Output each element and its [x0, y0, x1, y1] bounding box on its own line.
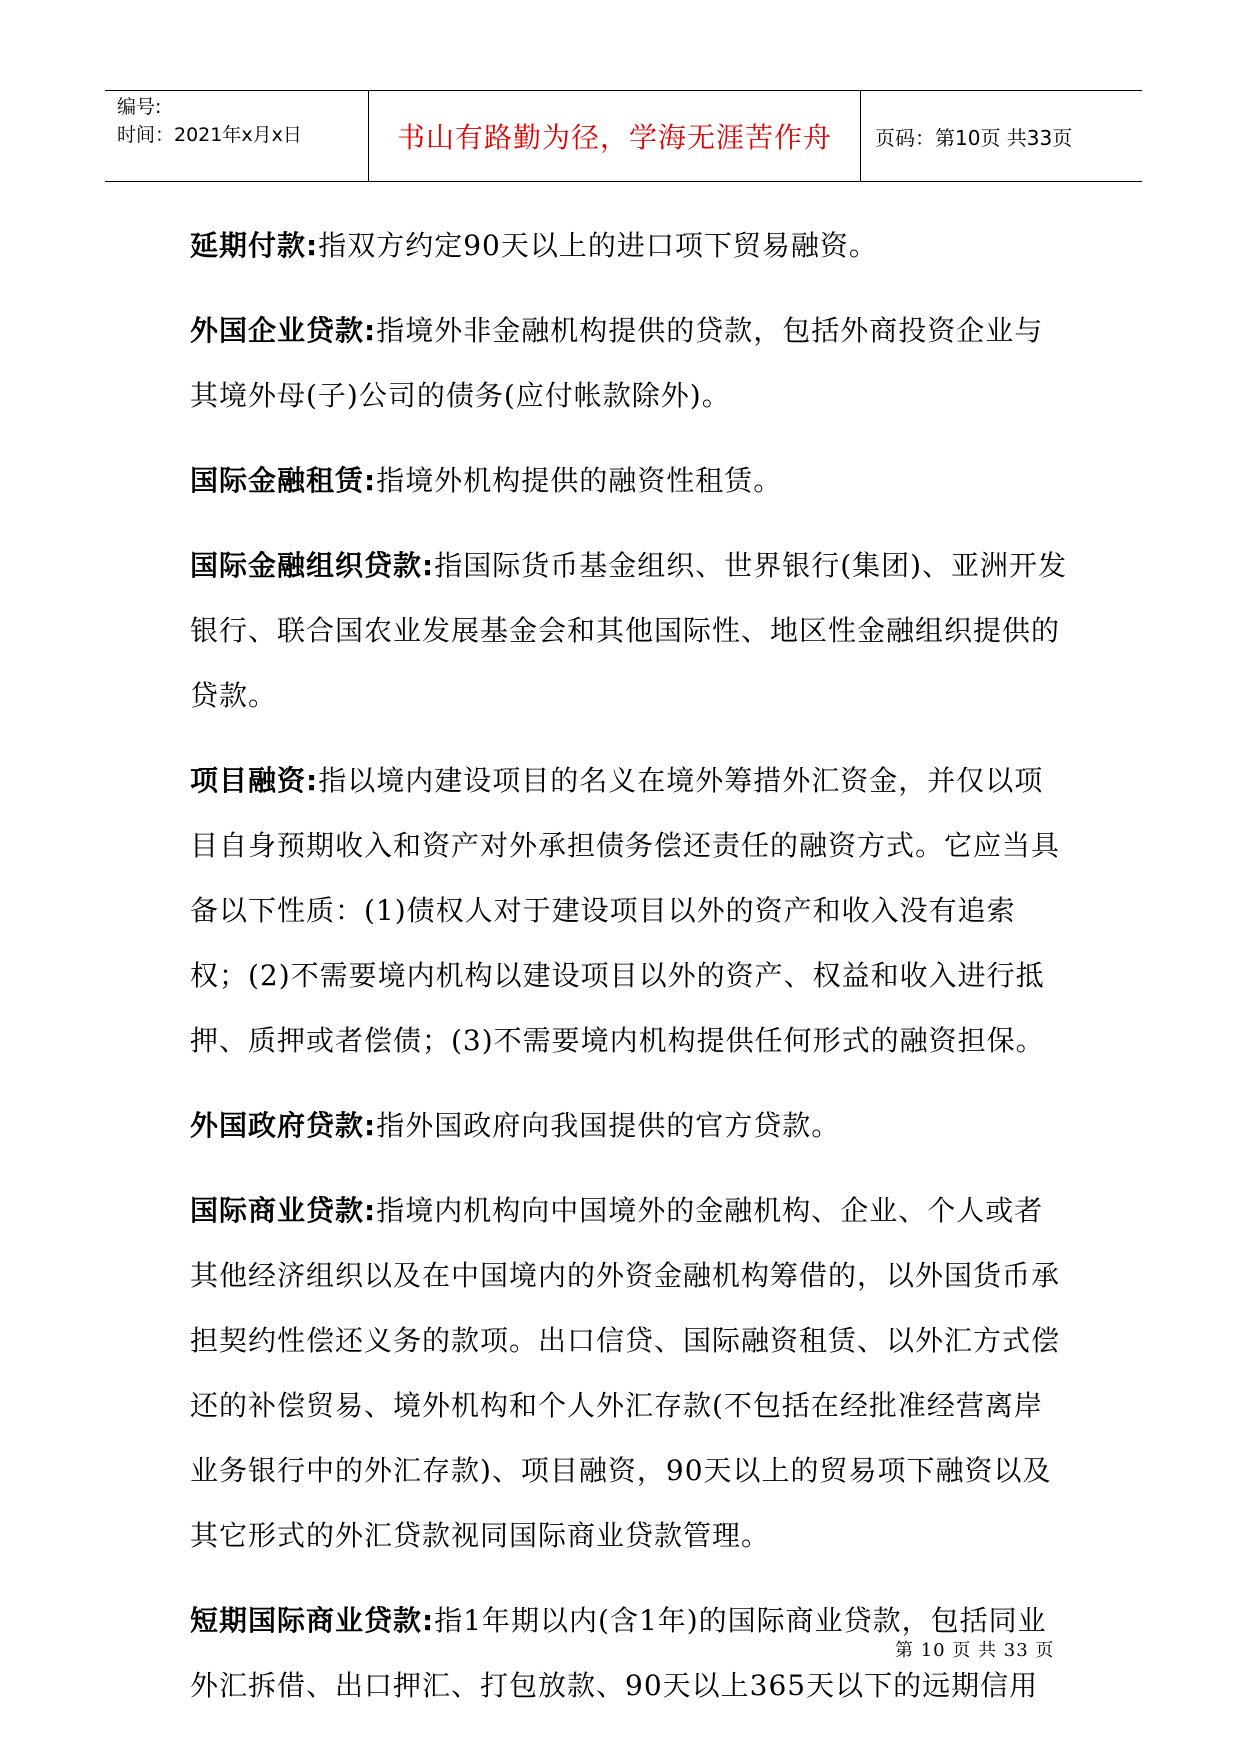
definition-text: 指境内机构向中国境外的金融机构、企业、个人或者其他经济组织以及在中国境内的外资金融机构筹借的，以外国货币承担契约性偿还义务的款项。出口信贷、国际融资租赁、以外汇方式偿还的补偿贸易、境外机构和个人外汇存款(不包括在经批准经营离岸业务银行中的外汇存款)、项目融资，90天以上的贸易项下融资以及其它形式的外汇贷款视同国际商业贷款管理。: [190, 1194, 1061, 1552]
term-label: 短期国际商业贷款:: [190, 1604, 435, 1637]
definition-text: 指境外机构提供的融资性租赁。: [376, 464, 783, 497]
document-number-label: 编号:: [117, 96, 162, 118]
header-meta: [105, 91, 369, 181]
paragraph-international-financial-leasing: [190, 448, 1070, 513]
document-body: [190, 213, 1070, 1738]
term-label: 国际金融租赁:: [190, 464, 377, 497]
term-label: 外国企业贷款:: [190, 314, 377, 347]
definition-text: 指境外非金融机构提供的贷款，包括外商投资企业与其境外母(子)公司的债务(应付帐款除外)。: [190, 314, 1044, 412]
term-label: 延期付款:: [190, 229, 319, 262]
header-page-info: 页码：第10页 共33页: [875, 125, 1073, 150]
term-label: 国际金融组织贷款:: [190, 549, 435, 582]
definition-text: 指双方约定90天以上的进口项下贸易融资。: [318, 229, 878, 262]
header-motto: 书山有路勤为径，学海无涯苦作舟: [369, 91, 861, 181]
definition-text: 指以境内建设项目的名义在境外筹措外汇资金，并仅以项目自身预期收入和资产对外承担债务偿还责任的融资方式。它应当具备以下性质：(1)债权人对于建设项目以外的资产和收入没有追索权；(2)不需要境内机构以建设项目以外的资产、权益和收入进行抵押、质押或者偿债；(3)不需要境内机构提供任何形式的融资担保。: [190, 764, 1061, 1057]
paragraph-international-commercial-loan: [190, 1178, 1070, 1568]
term-label: 项目融资:: [190, 764, 319, 797]
definition-text: 指外国政府向我国提供的官方贷款。: [376, 1109, 841, 1142]
document-time-label: 时间：2021年x月x日: [117, 124, 302, 146]
paragraph-foreign-enterprise-loan: [190, 298, 1070, 428]
definition-text: 指国际货币基金组织、世界银行(集团)、亚洲开发银行、联合国农业发展基金会和其他国际性、地区性金融组织提供的贷款。: [190, 549, 1068, 712]
paragraph-foreign-government-loan: [190, 1093, 1070, 1158]
paragraph-international-organization-loan: [190, 533, 1070, 728]
definition-text: 指1年期以内(含1年)的国际商业贷款，包括同业外汇拆借、出口押汇、打包放款、90天以上365天以下的远期信用: [190, 1604, 1047, 1702]
page-header: [105, 90, 1142, 182]
paragraph-project-financing: [190, 748, 1070, 1073]
term-label: 国际商业贷款:: [190, 1194, 377, 1227]
term-label: 外国政府贷款:: [190, 1109, 377, 1142]
paragraph-deferred-payment: [190, 213, 1070, 278]
page-footer: 第 10 页 共 33 页: [895, 1640, 1055, 1661]
